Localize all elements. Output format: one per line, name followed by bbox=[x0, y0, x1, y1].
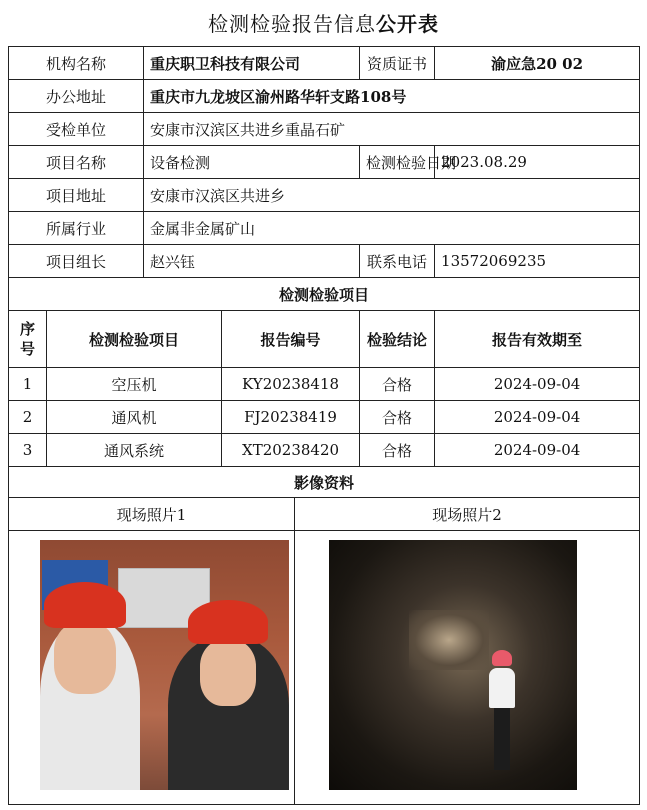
face-1 bbox=[54, 622, 116, 694]
phone-value: 13572069235 bbox=[435, 245, 640, 278]
row-no: 2 bbox=[9, 401, 47, 434]
project-label: 项目名称 bbox=[9, 146, 144, 179]
col-conclusion: 检验结论 bbox=[360, 311, 435, 368]
table-row bbox=[9, 434, 640, 467]
col-no: 序号 bbox=[9, 311, 47, 368]
address-label: 办公地址 bbox=[9, 80, 144, 113]
row-conclusion: 合格 bbox=[360, 434, 435, 467]
phone-label: 联系电话 bbox=[360, 245, 435, 278]
col-item: 检测检验项目 bbox=[47, 311, 222, 368]
row-no: 1 bbox=[9, 368, 47, 401]
row-item: 通风系统 bbox=[47, 434, 222, 467]
row-item: 空压机 bbox=[47, 368, 222, 401]
row-report-no: KY20238418 bbox=[222, 368, 360, 401]
face-2 bbox=[200, 640, 256, 706]
report-table bbox=[8, 46, 640, 805]
row-valid-until: 2024-09-04 bbox=[435, 368, 640, 401]
site-photo-2 bbox=[329, 540, 577, 790]
worker-figure bbox=[489, 650, 515, 770]
cert-label: 资质证书 bbox=[360, 47, 435, 80]
table-row bbox=[9, 401, 640, 434]
row-item: 通风机 bbox=[47, 401, 222, 434]
photo2-cell bbox=[295, 531, 640, 805]
row-conclusion: 合格 bbox=[360, 368, 435, 401]
project-value: 设备检测 bbox=[144, 146, 360, 179]
items-section-title: 检测检验项目 bbox=[9, 278, 640, 311]
date-value: 2023.08.29 bbox=[435, 146, 640, 179]
site-photo-1 bbox=[40, 540, 289, 790]
org-name-value: 重庆职卫科技有限公司 bbox=[144, 47, 360, 80]
date-label: 检测检验日期 bbox=[360, 146, 435, 179]
media-section-title: 影像资料 bbox=[9, 467, 640, 498]
inspected-value: 安康市汉滨区共进乡重晶石矿 bbox=[144, 113, 640, 146]
photo2-label: 现场照片2 bbox=[295, 498, 640, 531]
row-report-no: XT20238420 bbox=[222, 434, 360, 467]
leader-label: 项目组长 bbox=[9, 245, 144, 278]
col-report-no: 报告编号 bbox=[222, 311, 360, 368]
row-report-no: FJ20238419 bbox=[222, 401, 360, 434]
title-text: 检测检验报告信息 bbox=[208, 12, 376, 36]
photo1-label: 现场照片1 bbox=[9, 498, 295, 531]
row-valid-until: 2024-09-04 bbox=[435, 434, 640, 467]
tunnel-light bbox=[409, 610, 489, 670]
title-bold-text: 公开表 bbox=[376, 12, 439, 36]
col-valid-until: 报告有效期至 bbox=[435, 311, 640, 368]
inspected-label: 受检单位 bbox=[9, 113, 144, 146]
row-conclusion: 合格 bbox=[360, 401, 435, 434]
org-name-label: 机构名称 bbox=[9, 47, 144, 80]
industry-label: 所属行业 bbox=[9, 212, 144, 245]
red-helmet-2 bbox=[188, 600, 268, 644]
project-addr-value: 安康市汉滨区共进乡 bbox=[144, 179, 640, 212]
row-no: 3 bbox=[9, 434, 47, 467]
red-helmet-1 bbox=[44, 582, 126, 628]
project-addr-label: 项目地址 bbox=[9, 179, 144, 212]
address-value: 重庆市九龙坡区渝州路华轩支路108号 bbox=[144, 80, 640, 113]
industry-value: 金属非金属矿山 bbox=[144, 212, 640, 245]
table-row bbox=[9, 368, 640, 401]
row-valid-until: 2024-09-04 bbox=[435, 401, 640, 434]
page-title bbox=[0, 8, 647, 37]
photo1-cell bbox=[9, 531, 295, 805]
cert-value: 渝应急20 02 bbox=[435, 47, 640, 80]
leader-value: 赵兴钰 bbox=[144, 245, 360, 278]
